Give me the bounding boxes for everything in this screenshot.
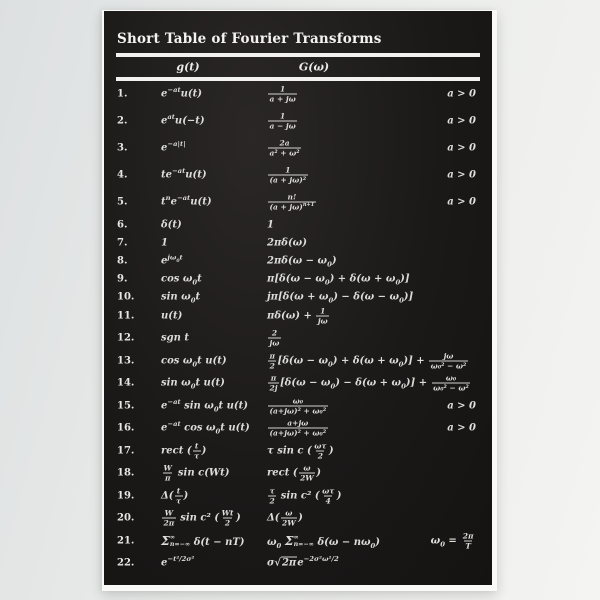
condition-label: a > 0 [447, 422, 476, 434]
row-number: 14. [117, 377, 135, 389]
table-row [104, 234, 492, 252]
row-number: 4. [117, 169, 128, 181]
G-of-omega-formula: $\frac{\pi}{2j}$ $[\delta(\omega - \omega_0) - \delta(\omega + \omega_0)]$ + $\frac{\text{ω₀}}{\text{ω₀² − ω²}}$ [269, 373, 469, 393]
column-header-gomega: G(ω) [298, 60, 330, 74]
transform-table-body [104, 81, 492, 575]
g-of-t-formula: δ(t) [161, 219, 182, 231]
row-number: 3. [117, 142, 128, 154]
table-row [104, 135, 492, 162]
table-row [104, 81, 492, 108]
g-of-t-formula: $\frac{W}{\pi}$ sin c(Wt) [163, 463, 230, 483]
row-number: 20. [117, 512, 135, 524]
G-of-omega-formula: πδ(ω) + $\frac{1}{j\omega}$ [267, 306, 328, 326]
condition-label: a > 0 [447, 400, 476, 412]
table-row [104, 108, 492, 135]
G-of-omega-formula: $\frac{1}{a + j\omega}$ [269, 84, 296, 104]
table-header-row [104, 59, 492, 75]
g-of-t-formula: $e^{at}u(-t)$ [161, 113, 205, 127]
G-of-omega-formula: $\omega_0$ Σ ∞ n=−∞ $\delta(\omega - n\omega_0)$ [267, 532, 380, 550]
G-of-omega-formula: $\pi[\delta(\omega - \omega_0) + \delta(\omega + \omega_0)]$ [267, 273, 410, 287]
G-of-omega-formula: $\frac{a+j\omega}{\text{(a+jω)² + ω₀²}}$ [269, 418, 327, 438]
G-of-omega-formula: $\frac{1}{a - j\omega}$ [269, 111, 296, 131]
g-of-t-formula: $\cos \omega_0t$ [161, 273, 202, 287]
G-of-omega-formula: τ sin c ( $\frac{\omega\tau}{2}$ ) [267, 441, 334, 461]
table-row [104, 306, 492, 327]
G-of-omega-formula: $\sigma√2\pi e^{-2\sigma^2\omega^2/2}$ [267, 555, 339, 569]
row-number: 22. [117, 557, 135, 569]
g-of-t-formula: $e^{-t^2/2\sigma^2}$ [161, 555, 195, 569]
G-of-omega-formula: $2\pi\delta(\omega - \omega_0)$ [267, 255, 337, 269]
table-row [104, 252, 492, 270]
g-of-t-formula: $\sin \omega_0t$ [161, 291, 201, 305]
g-of-t-formula: u(t) [161, 310, 183, 322]
row-number: 19. [117, 490, 135, 502]
row-number: 6. [117, 219, 128, 231]
condition-label: a > 0 [447, 115, 476, 127]
row-number: 17. [117, 445, 135, 457]
condition-label: a > 0 [447, 88, 476, 100]
table-row [104, 417, 492, 440]
poster-title: Short Table of Fourier Transforms [117, 31, 382, 47]
table-row [104, 189, 492, 216]
g-of-t-formula: $t^ne^{-at}u(t)$ [161, 194, 212, 208]
table-row [104, 216, 492, 234]
g-of-t-formula: $e^{j\omega_0t}$ [161, 253, 183, 267]
row-number: 11. [117, 310, 135, 322]
G-of-omega-formula: 2πδ(ω) [267, 237, 307, 249]
table-row [104, 552, 492, 575]
g-of-t-formula: $e^{-at}$ $\sin \omega_0t$ u(t) [161, 397, 248, 414]
g-of-t-formula: $\cos \omega_0t$ u(t) [161, 355, 227, 369]
G-of-omega-formula: $\frac{2a}{\text{a² + ω²}}$ [269, 138, 300, 158]
table-row [104, 288, 492, 306]
table-row [104, 270, 492, 288]
G-of-omega-formula: 1 [267, 219, 274, 231]
table-row [104, 372, 492, 395]
g-of-t-formula: Σ ∞ n=−∞ δ(t − nT) [161, 532, 245, 548]
g-of-t-formula: 1 [161, 237, 168, 249]
table-row [104, 349, 492, 372]
G-of-omega-formula: $\frac{n!}{(a + j\omega)^{n+1}}$ [269, 192, 315, 212]
g-of-t-formula: $e^{-a|t|}$ [161, 140, 186, 154]
row-number: 16. [117, 422, 135, 434]
row-number: 2. [117, 115, 128, 127]
fourier-transforms-poster [104, 11, 492, 585]
condition-label: a > 0 [447, 196, 476, 208]
table-row [104, 439, 492, 462]
row-number: 5. [117, 196, 128, 208]
G-of-omega-formula: $\frac{\text{ω₀}}{\text{(a+jω)² + ω₀²}}$ [269, 396, 327, 416]
G-of-omega-formula: $\frac{\pi}{2}$ $[\delta(\omega - \omega_0) + \delta(\omega + \omega_0)]$ + $\frac{j\omega}{\text{ω₀² − ω²}}$ [269, 351, 467, 371]
row-number: 13. [117, 355, 135, 367]
G-of-omega-formula: $\frac{2}{j\omega}$ [269, 328, 280, 348]
condition-label: $\omega_0$ = $\frac{2\pi}{T}$ [430, 531, 474, 551]
g-of-t-formula: Δ( $\frac{t}{\tau}$ ) [161, 486, 189, 506]
poster-mat [102, 10, 497, 591]
row-number: 7. [117, 237, 128, 249]
table-row [104, 327, 492, 350]
table-row [104, 484, 492, 507]
row-number: 15. [117, 400, 135, 412]
row-number: 12. [117, 332, 135, 344]
g-of-t-formula: $\frac{W}{2\pi}$ sin c² ( $\frac{Wt}{2}$ ) [163, 508, 241, 528]
g-of-t-formula: $\sin \omega_0t$ u(t) [161, 377, 225, 391]
row-number: 18. [117, 467, 135, 479]
row-number: 9. [117, 273, 128, 285]
table-row [104, 462, 492, 485]
G-of-omega-formula: $\frac{\tau}{2}$ sin c² ( $\frac{\omega\tau}{4}$ ) [269, 486, 342, 506]
divider-double-rule-top [116, 53, 480, 57]
row-number: 1. [117, 88, 128, 100]
table-row [104, 529, 492, 552]
G-of-omega-formula: Δ( $\frac{\omega}{2W}$ ) [267, 508, 303, 528]
G-of-omega-formula: $j\pi[\delta(\omega + \omega_0) - \delta(\omega - \omega_0)]$ [267, 291, 414, 305]
g-of-t-formula: $e^{-at}u(t)$ [161, 86, 202, 100]
g-of-t-formula: $te^{-at}u(t)$ [161, 167, 207, 181]
g-of-t-formula: sgn t [161, 332, 189, 344]
G-of-omega-formula: $\frac{1}{\text{(a + jω)²}}$ [269, 165, 307, 185]
column-header-gt: g(t) [176, 60, 200, 74]
g-of-t-formula: $e^{-at}$ $\cos \omega_0t$ u(t) [161, 420, 250, 436]
table-row [104, 394, 492, 417]
row-number: 21. [117, 535, 135, 547]
table-row [104, 507, 492, 530]
row-number: 8. [117, 255, 128, 267]
row-number: 10. [117, 291, 135, 303]
condition-label: a > 0 [447, 142, 476, 154]
G-of-omega-formula: rect ( $\frac{\omega}{2W}$ ) [267, 463, 321, 483]
g-of-t-formula: rect ( $\frac{t}{\tau}$ ) [161, 441, 207, 461]
table-row [104, 162, 492, 189]
condition-label: a > 0 [447, 169, 476, 181]
